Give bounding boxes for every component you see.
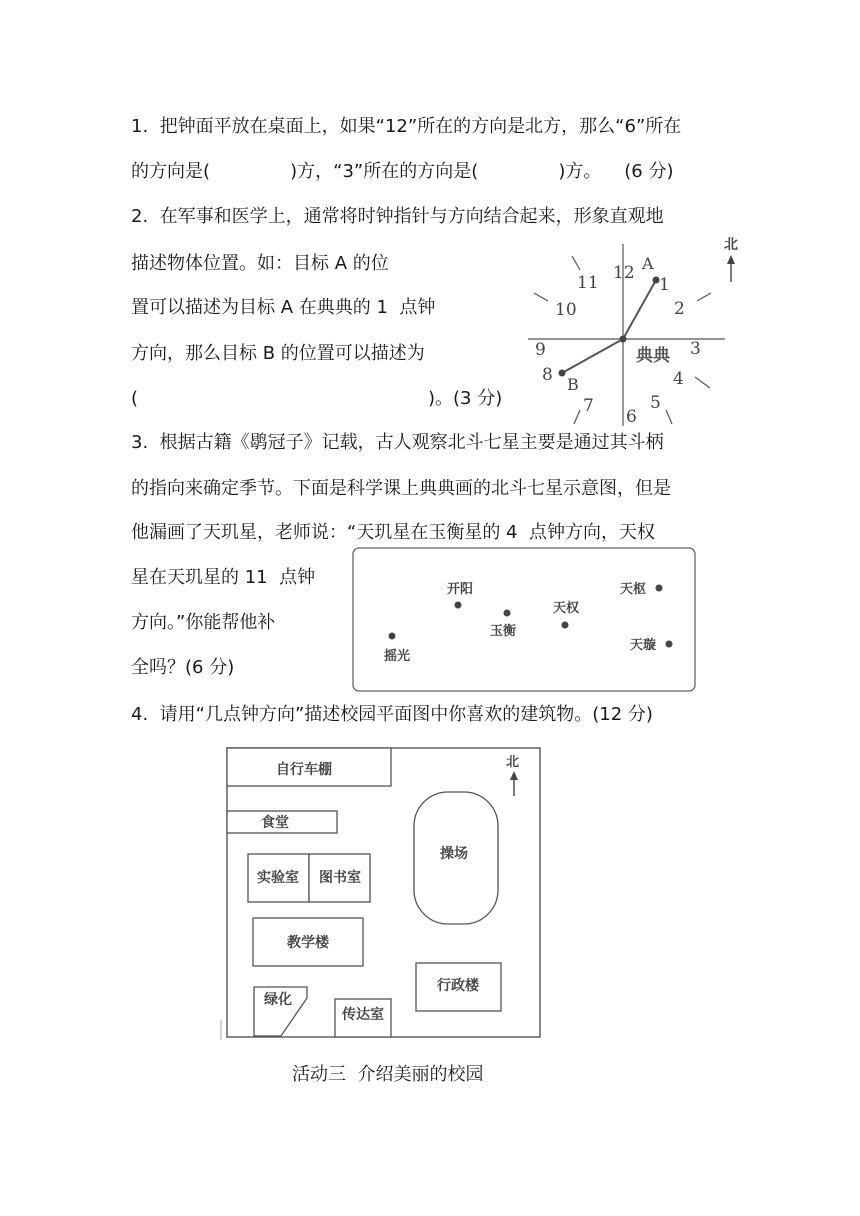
- q3-line-5: 方向。”你能帮他补: [131, 612, 276, 633]
- star-yaoguang: [389, 633, 396, 640]
- point-b-label: B: [567, 375, 579, 394]
- q2-line-1: 2. 在军事和医学上，通常将时钟指针与方向结合起来，形象直观地: [131, 206, 664, 227]
- center-label: 典典: [636, 346, 670, 366]
- q2-line-4: 方向，那么目标 B 的位置可以描述为: [131, 343, 425, 364]
- laboratory-label: 实验室: [257, 870, 299, 886]
- clock-number-5: 5: [650, 393, 661, 413]
- library-label: 图书室: [319, 870, 361, 886]
- clock-number-1: 1: [659, 275, 670, 295]
- center-dot: [620, 336, 627, 343]
- clock-number-4: 4: [673, 369, 684, 389]
- campus-map: [218, 744, 544, 1042]
- q1-line-2: 的方向是( )方，“3”所在的方向是( )方。 (6 分): [131, 161, 674, 182]
- q2-line-3: 置可以描述为目标 A 在典典的 1 点钟: [131, 297, 436, 318]
- star-label-tianquan: 天权: [553, 601, 580, 616]
- point-b-dot: [559, 370, 566, 377]
- clock-number-3: 3: [690, 339, 701, 359]
- q4-line-1: 4. 请用“几点钟方向”描述校园平面图中你喜欢的建筑物。(12 分): [131, 704, 653, 725]
- star-label-tianxuan: 天璇: [630, 638, 657, 653]
- pointer-b-line: [562, 339, 623, 373]
- q2-answer-close: )。(3 分): [428, 388, 503, 409]
- figure-frame: [353, 548, 695, 691]
- map-north-label: 北: [506, 755, 520, 770]
- big-dipper-figure: [352, 547, 698, 695]
- point-a-label: A: [642, 254, 654, 273]
- star-label-yaoguang: 摇光: [384, 649, 411, 664]
- admin-building-label: 行政楼: [437, 978, 479, 994]
- clock-number-6: 6: [626, 407, 637, 427]
- clock-direction-figure: [520, 230, 750, 430]
- clock-number-9: 9: [535, 340, 546, 360]
- north-label: 北: [724, 237, 738, 253]
- star-label-tianshu: 天枢: [620, 582, 647, 597]
- clock-number-12: 12: [613, 263, 635, 283]
- star-tianshu: [656, 585, 663, 592]
- clock-number-11: 11: [577, 273, 599, 293]
- bike-shed-label: 自行车棚: [276, 762, 332, 778]
- star-kaiyang: [455, 602, 462, 609]
- playground-label: 操场: [440, 846, 468, 862]
- star-yuheng: [504, 610, 511, 617]
- q3-line-2: 的指向来确定季节。下面是科学课上典典画的北斗七星示意图，但是: [131, 478, 671, 499]
- canteen-label: 食堂: [261, 815, 289, 831]
- q3-line-1: 3. 根据古籍《鹖冠子》记载，古人观察北斗七星主要是通过其斗柄: [131, 432, 664, 453]
- star-tianxuan: [666, 641, 673, 648]
- star-label-yuheng: 玉衡: [490, 624, 517, 639]
- q3-line-6: 全吗？(6 分): [131, 657, 235, 678]
- q3-line-4: 星在天玑星的 11 点钟: [131, 567, 316, 588]
- q2-line-2: 描述物体位置。如：目标 A 的位: [131, 253, 389, 274]
- star-tianquan: [562, 622, 569, 629]
- clock-number-7: 7: [583, 396, 594, 416]
- north-arrow-icon: [727, 255, 735, 264]
- clock-number-2: 2: [674, 299, 685, 319]
- q2-answer-open-paren: (: [131, 388, 139, 409]
- clock-number-10: 10: [555, 300, 577, 320]
- clock-number-8: 8: [542, 365, 553, 385]
- q1-line-1: 1. 把钟面平放在桌面上，如果“12”所在的方向是北方，那么“6”所在: [131, 116, 682, 137]
- figure-caption: 活动三 介绍美丽的校园: [292, 1064, 484, 1085]
- reception-room-label: 传达室: [342, 1007, 384, 1023]
- pointer-a-line: [623, 280, 656, 339]
- star-label-kaiyang: 开阳: [447, 582, 474, 597]
- teaching-building-label: 教学楼: [287, 935, 329, 951]
- green-area-label: 绿化: [264, 992, 292, 1008]
- q3-line-3: 他漏画了天玑星，老师说：“天玑星在玉衡星的 4 点钟方向，天权: [131, 522, 655, 543]
